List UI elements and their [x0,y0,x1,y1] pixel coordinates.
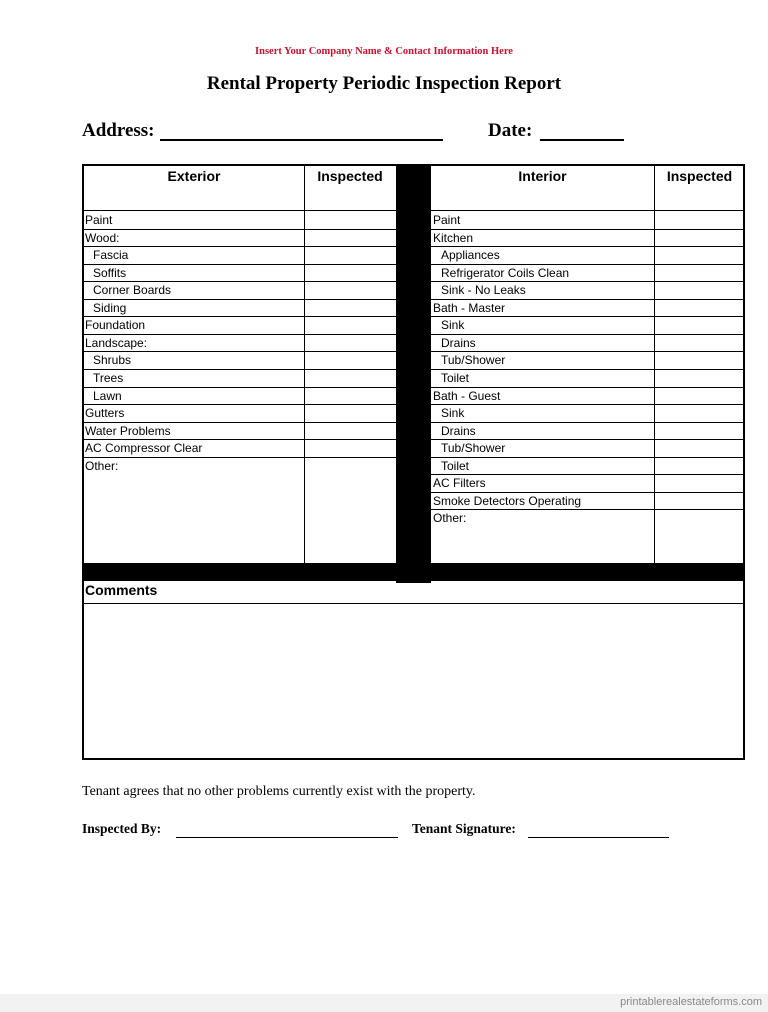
exterior-inspected-cell[interactable] [305,246,396,264]
comments-label: Comments [85,582,158,598]
interior-item-label: Tub/Shower [441,353,506,368]
exterior-item-label: Corner Boards [93,283,172,298]
date-field-line[interactable] [540,139,624,141]
page-title: Rental Property Periodic Inspection Report [206,73,562,94]
exterior-inspected-cell[interactable] [305,211,396,229]
interior-item-label: Smoke Detectors Operating [433,493,582,508]
exterior-inspected-cell[interactable] [305,281,396,299]
interior-inspected-cell[interactable] [655,509,744,563]
interior-inspected-cell[interactable] [655,246,744,264]
interior-inspected-cell[interactable] [655,229,744,247]
exterior-item-label: AC Compressor Clear [85,441,203,456]
comments-divider-bar [83,563,744,581]
watermark-text: printablerealestateforms.com [620,996,762,1008]
center-divider-bar [396,165,431,583]
exterior-item-label: Trees [93,370,124,385]
interior-inspected-cell[interactable] [655,369,744,387]
interior-item-label: Sink [441,406,465,421]
interior-inspected-cell[interactable] [655,316,744,334]
interior-item-label: AC Filters [433,476,486,491]
exterior-inspected-cell[interactable] [305,351,396,369]
interior-item-label: Drains [441,335,476,350]
interior-inspected-cell[interactable] [655,422,744,440]
interior-item-label: Other: [433,511,467,526]
interior-item-label: Paint [433,213,461,227]
inspected-by-label: Inspected By: [82,821,162,836]
exterior-inspected-cell[interactable] [305,334,396,352]
interior-inspected-cell[interactable] [655,264,744,282]
exterior-inspected-cell[interactable] [305,299,396,317]
exterior-inspected-cell[interactable] [305,439,396,457]
address-field-line[interactable] [160,139,443,141]
interior-item-label: Tub/Shower [441,441,506,456]
tenant-agreement-text: Tenant agrees that no other problems currently exist with the property. [82,784,476,799]
interior-inspected-cell[interactable] [655,492,744,510]
exterior-inspected-cell[interactable] [305,404,396,422]
interior-inspected-header: Inspected [666,168,733,184]
address-label: Address: [82,120,155,141]
exterior-item-label: Foundation [85,318,146,333]
exterior-item-label: Shrubs [93,353,132,368]
exterior-inspected-cell[interactable] [305,316,396,334]
interior-item-label: Drains [441,423,476,438]
comments-header-rule [83,603,744,604]
date-label: Date: [488,120,533,141]
interior-item-label: Toilet [441,370,470,385]
inspected-by-line[interactable] [176,837,398,838]
interior-item-label: Sink - No Leaks [441,283,526,298]
exterior-item-label: Paint [85,213,113,227]
interior-item-label: Bath - Guest [433,388,501,403]
exterior-inspected-cell[interactable] [305,422,396,440]
interior-inspected-cell[interactable] [655,439,744,457]
exterior-item-label: Gutters [85,406,125,421]
interior-item-label: Toilet [441,458,470,473]
exterior-inspected-cell[interactable] [305,457,396,563]
interior-item-label: Bath - Master [433,300,506,315]
interior-inspected-cell[interactable] [655,351,744,369]
interior-inspected-cell[interactable] [655,457,744,475]
interior-item-label: Appliances [441,248,500,263]
exterior-inspected-cell[interactable] [305,387,396,405]
interior-inspected-cell[interactable] [655,404,744,422]
interior-inspected-cell[interactable] [655,299,744,317]
exterior-header: Exterior [167,168,221,184]
interior-inspected-cell[interactable] [655,387,744,405]
comments-area[interactable] [84,605,743,758]
tenant-signature-line[interactable] [528,837,669,838]
exterior-item-label: Siding [93,300,127,315]
interior-inspected-cell[interactable] [655,334,744,352]
company-info-placeholder: Insert Your Company Name & Contact Information Here [255,46,513,57]
exterior-item-label: Water Problems [85,423,171,438]
exterior-item-label: Wood: [85,230,120,245]
interior-header: Interior [518,168,567,184]
interior-inspected-cell[interactable] [655,281,744,299]
exterior-inspected-cell[interactable] [305,229,396,247]
exterior-inspected-cell[interactable] [305,264,396,282]
interior-item-label: Sink [441,318,465,333]
exterior-item-label: Soffits [93,265,127,280]
exterior-item-label: Other: [85,458,119,473]
exterior-item-label: Lawn [93,388,122,403]
exterior-item-label: Fascia [93,248,129,263]
exterior-inspected-header: Inspected [317,168,383,184]
tenant-signature-label: Tenant Signature: [412,821,516,836]
interior-inspected-cell[interactable] [655,211,744,229]
interior-item-label: Kitchen [433,230,474,245]
interior-item-label: Refrigerator Coils Clean [441,265,570,280]
exterior-item-label: Landscape: [85,335,148,350]
interior-inspected-cell[interactable] [655,474,744,492]
exterior-inspected-cell[interactable] [305,369,396,387]
